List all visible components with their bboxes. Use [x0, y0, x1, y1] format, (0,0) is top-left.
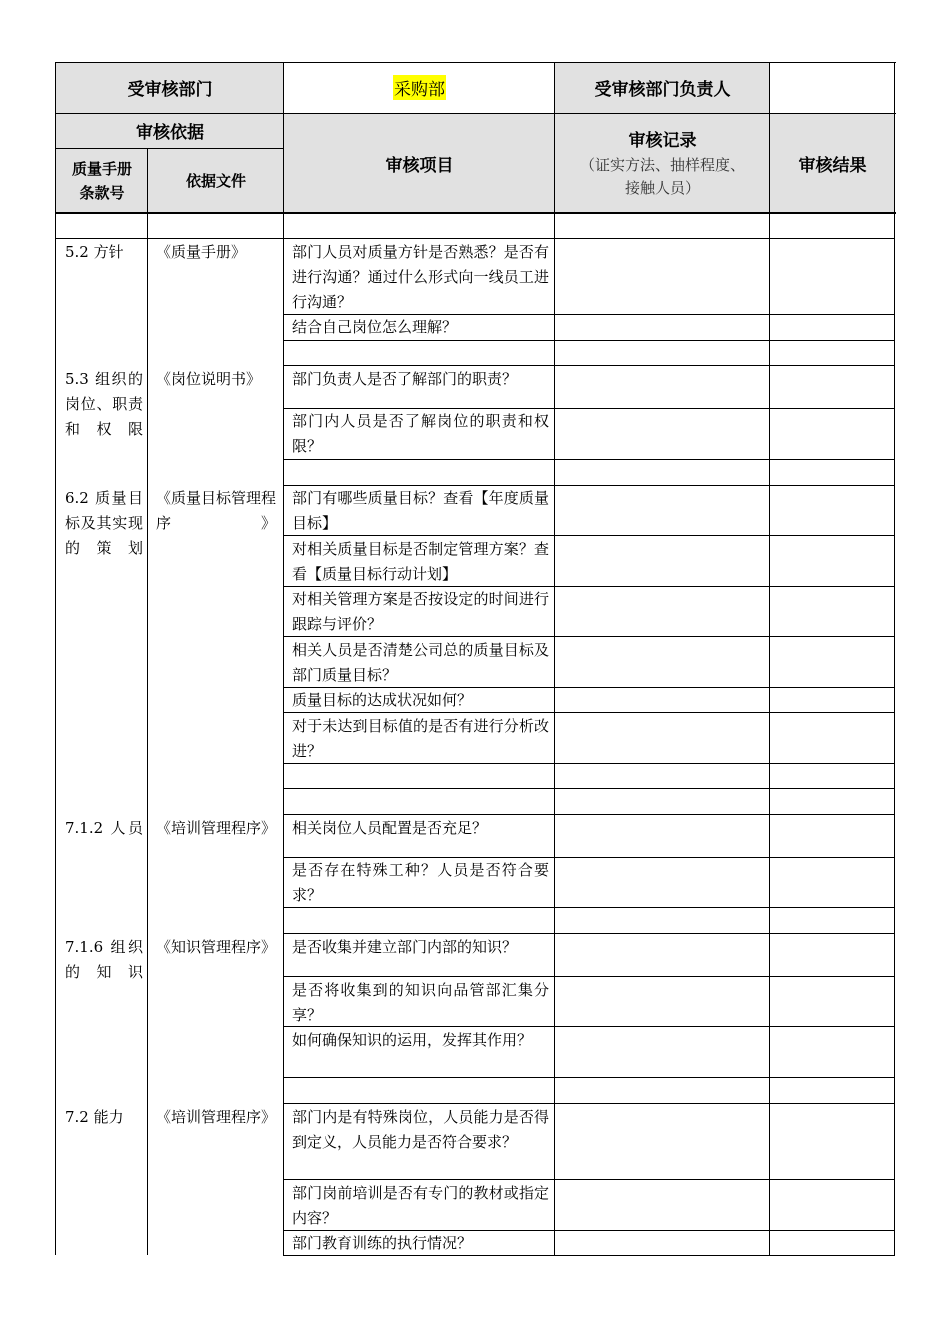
audit-item: 部门岗前培训是否有专门的教材或指定内容？ — [292, 1184, 549, 1227]
audit-item: 部门负责人是否了解部门的职责？ — [292, 370, 518, 388]
audit-record-sub-2: 接触人员） — [624, 179, 700, 197]
audit-item: 是否将收集到的知识向品管部汇集分享？ — [292, 981, 549, 1024]
section-basis-doc: 《培训管理程序》 — [156, 819, 277, 837]
section-basis-doc: 《质量目标管理程序》 — [156, 489, 277, 532]
border-line — [283, 1077, 895, 1078]
basis-doc-header: 依据文件 — [185, 172, 246, 190]
audit-item: 结合自己岗位怎么理解？ — [292, 318, 458, 336]
border-line — [147, 148, 148, 1255]
section-clause: 7.1.2 人员 — [65, 819, 143, 837]
audit-item: 部门内是有特殊岗位，人员能力是否得到定义，人员能力是否符合要求？ — [292, 1108, 549, 1151]
audit-result-header: 审核结果 — [798, 155, 867, 176]
section-clause: 6.2 质量目标及其实现的策划 — [65, 489, 143, 557]
audit-item: 对相关管理方案是否按设定的时间进行跟踪与评价？ — [292, 590, 549, 633]
section-clause: 5.3 组织的岗位、职责和权限 — [65, 370, 143, 438]
audited-dept-value: 采购部 — [393, 75, 446, 100]
audited-dept-label: 受审核部门 — [127, 80, 213, 100]
audit-basis-label: 审核依据 — [136, 123, 204, 143]
audit-item: 相关人员是否清楚公司总的质量目标及部门质量目标？ — [292, 641, 549, 684]
border-line — [283, 1179, 895, 1180]
section-basis-doc: 《知识管理程序》 — [156, 938, 277, 956]
border-line — [55, 148, 284, 149]
audit-item: 质量目标的达成状况如何？ — [292, 691, 473, 709]
audit-item: 相关岗位人员配置是否充足？ — [292, 819, 488, 837]
border-line — [283, 814, 895, 815]
audit-record-header — [555, 113, 770, 213]
section-clause: 5.2 方针 — [65, 243, 124, 261]
border-line — [283, 340, 895, 341]
border-line — [283, 1103, 895, 1104]
audit-item: 是否收集并建立部门内部的知识？ — [292, 938, 518, 956]
audit-record-sub-1: （证实方法、抽样程度、 — [579, 156, 745, 174]
section-clause: 7.1.6 组织的知识 — [65, 938, 143, 981]
section-basis-doc: 《岗位说明书》 — [156, 370, 262, 388]
dept-head-label: 受审核部门负责人 — [594, 80, 731, 100]
border-line — [283, 459, 895, 460]
border-line — [283, 788, 895, 789]
manual-clause-header — [56, 148, 148, 213]
dept-head-value[interactable] — [770, 62, 895, 113]
border-line — [55, 62, 56, 1255]
border-line — [283, 933, 895, 934]
section-clause: 7.2 能力 — [65, 1108, 124, 1126]
audit-record-title: 审核记录 — [628, 131, 697, 151]
audit-item: 部门人员对质量方针是否熟悉？是否有进行沟通？通过什么形式向一线员工进行沟通？ — [292, 243, 549, 311]
audit-item: 如何确保知识的运用，发挥其作用？ — [292, 1031, 533, 1049]
audit-item: 部门内人员是否了解岗位的职责和权限？ — [292, 412, 549, 455]
border-line — [55, 238, 895, 239]
audit-item: 对相关质量目标是否制定管理方案？查看【质量目标行动计划】 — [292, 540, 549, 583]
audit-item: 对于未达到目标值的是否有进行分析改进？ — [292, 717, 549, 760]
section-basis-doc: 《培训管理程序》 — [156, 1108, 277, 1126]
border-line — [283, 976, 895, 977]
audit-item: 部门有哪些质量目标？查看【年度质量目标】 — [292, 489, 549, 532]
section-basis-doc: 《质量手册》 — [156, 243, 247, 261]
audit-item: 部门教育训练的执行情况？ — [292, 1234, 473, 1252]
manual-clause-header-line2: 条款号 — [79, 183, 125, 202]
audit-item: 是否存在特殊工种？人员是否符合要求？ — [292, 861, 549, 904]
border-line — [283, 365, 895, 366]
audit-item-header: 审核项目 — [385, 155, 454, 176]
audited-dept-value-cell[interactable] — [284, 62, 555, 113]
manual-clause-header-line1: 质量手册 — [71, 159, 132, 178]
